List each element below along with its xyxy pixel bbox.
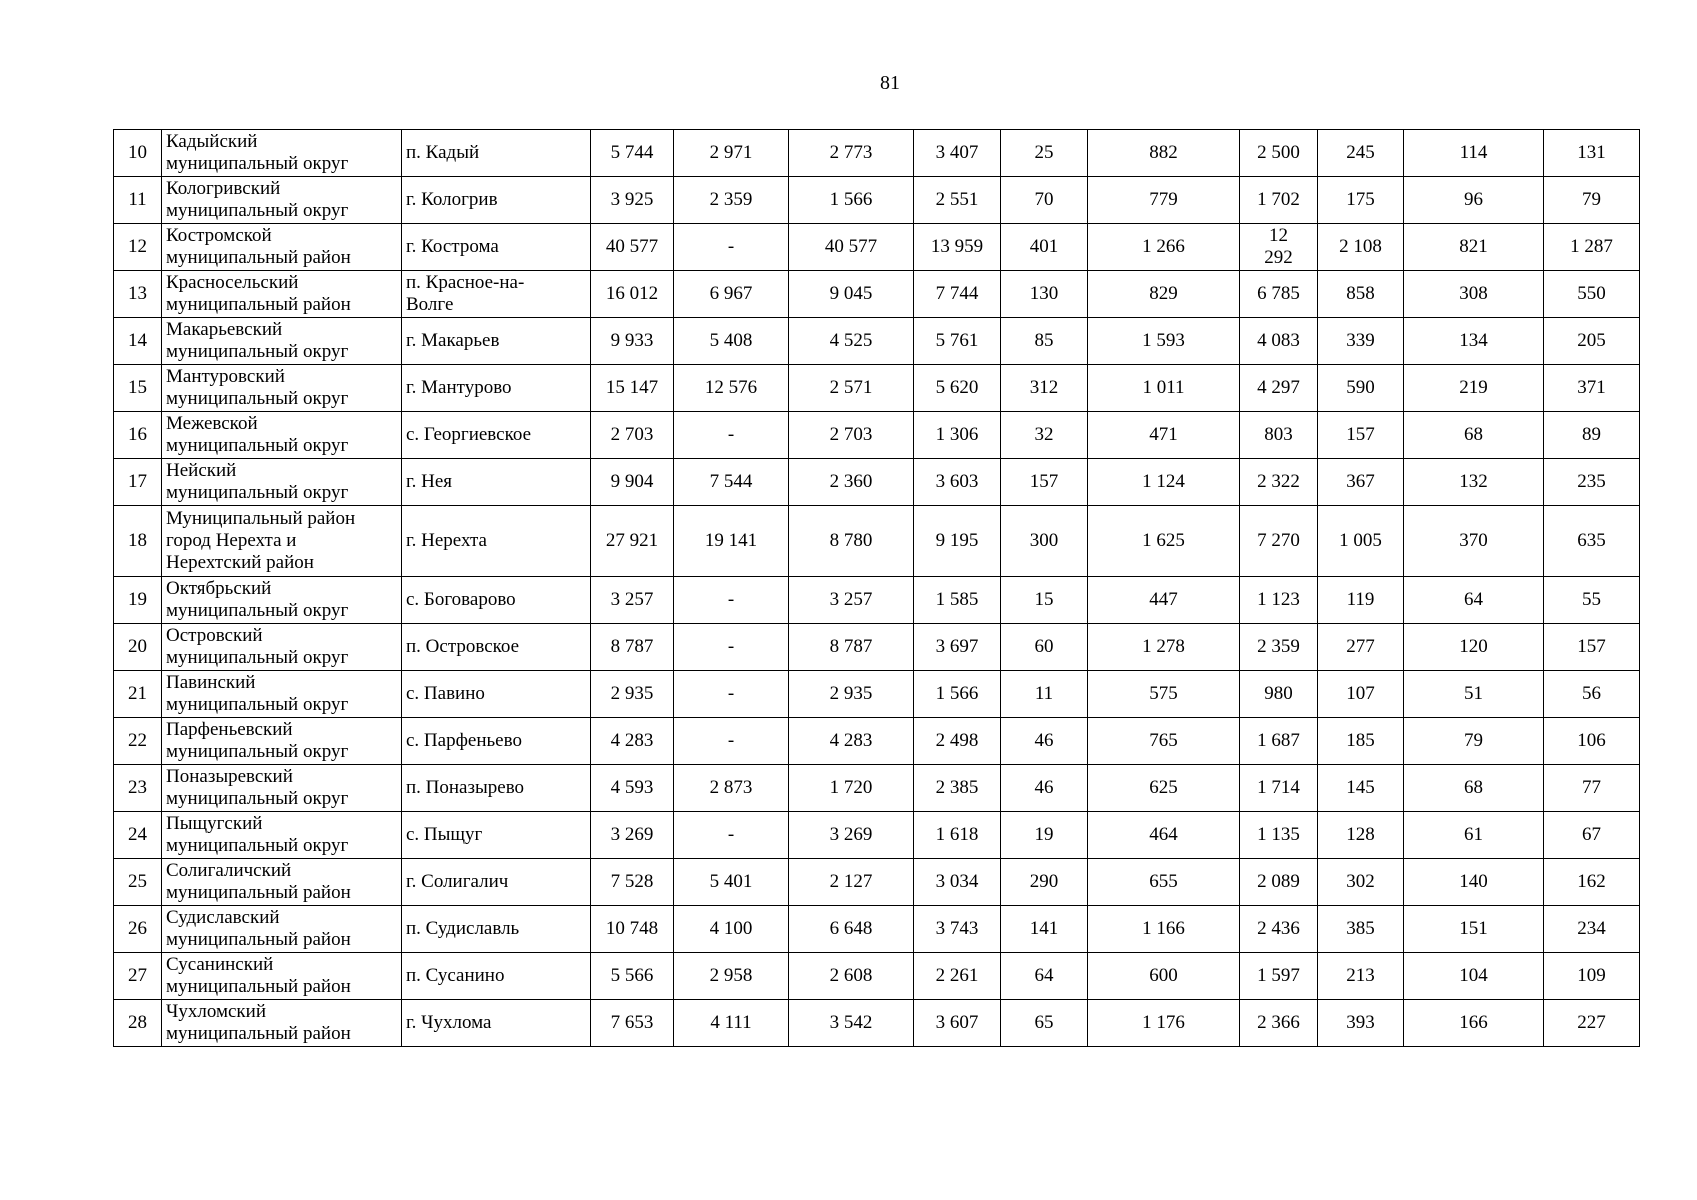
value-cell: - xyxy=(674,577,789,624)
value-cell: 9 904 xyxy=(591,459,674,506)
admin-center-cell: п. Судиславль xyxy=(402,906,591,953)
value-cell: 79 xyxy=(1544,177,1640,224)
value-cell: 882 xyxy=(1088,130,1240,177)
value-cell: 10 748 xyxy=(591,906,674,953)
value-cell: 6 967 xyxy=(674,271,789,318)
value-cell: 19 xyxy=(1001,812,1088,859)
value-cell: 157 xyxy=(1318,412,1404,459)
value-cell: 370 xyxy=(1404,506,1544,577)
value-cell: 1 566 xyxy=(914,671,1001,718)
value-cell: 464 xyxy=(1088,812,1240,859)
table-row xyxy=(114,906,1640,953)
value-cell: 393 xyxy=(1318,1000,1404,1047)
value-cell: 1 702 xyxy=(1240,177,1318,224)
value-cell: 2 261 xyxy=(914,953,1001,1000)
value-cell: 9 195 xyxy=(914,506,1001,577)
value-cell: 151 xyxy=(1404,906,1544,953)
value-cell: 1 123 xyxy=(1240,577,1318,624)
value-cell: 40 577 xyxy=(789,224,914,271)
table-row xyxy=(114,812,1640,859)
value-cell: 1 618 xyxy=(914,812,1001,859)
value-cell: 25 xyxy=(1001,130,1088,177)
value-cell: 3 603 xyxy=(914,459,1001,506)
value-cell: 550 xyxy=(1544,271,1640,318)
value-cell: 85 xyxy=(1001,318,1088,365)
table-row xyxy=(114,506,1640,577)
value-cell: 2 360 xyxy=(789,459,914,506)
value-cell: 590 xyxy=(1318,365,1404,412)
table-row xyxy=(114,765,1640,812)
municipality-name-cell: Парфеньевский муниципальный округ xyxy=(162,718,402,765)
value-cell: 1 597 xyxy=(1240,953,1318,1000)
value-cell: 2 703 xyxy=(591,412,674,459)
value-cell: 227 xyxy=(1544,1000,1640,1047)
value-cell: 2 359 xyxy=(674,177,789,224)
value-cell: 1 278 xyxy=(1088,624,1240,671)
value-cell: 4 593 xyxy=(591,765,674,812)
value-cell: 119 xyxy=(1318,577,1404,624)
value-cell: 1 585 xyxy=(914,577,1001,624)
value-cell: 11 xyxy=(1001,671,1088,718)
value-cell: 7 270 xyxy=(1240,506,1318,577)
value-cell: 131 xyxy=(1544,130,1640,177)
value-cell: 6 648 xyxy=(789,906,914,953)
municipality-name-cell: Солигаличский муниципальный район xyxy=(162,859,402,906)
value-cell: 79 xyxy=(1404,718,1544,765)
value-cell: 120 xyxy=(1404,624,1544,671)
row-number-cell: 25 xyxy=(114,859,162,906)
value-cell: 64 xyxy=(1001,953,1088,1000)
row-number-cell: 12 xyxy=(114,224,162,271)
value-cell: 5 761 xyxy=(914,318,1001,365)
value-cell: 7 544 xyxy=(674,459,789,506)
municipality-name-cell: Муниципальный район город Нерехта и Нерехтский район xyxy=(162,506,402,577)
value-cell: 3 257 xyxy=(789,577,914,624)
value-cell: 401 xyxy=(1001,224,1088,271)
value-cell: 3 925 xyxy=(591,177,674,224)
data-table xyxy=(113,129,1640,1047)
value-cell: 3 269 xyxy=(789,812,914,859)
value-cell: 1 593 xyxy=(1088,318,1240,365)
row-number-cell: 23 xyxy=(114,765,162,812)
value-cell: 1 135 xyxy=(1240,812,1318,859)
value-cell: 27 921 xyxy=(591,506,674,577)
municipality-name-cell: Чухломский муниципальный район xyxy=(162,1000,402,1047)
value-cell: 3 269 xyxy=(591,812,674,859)
admin-center-cell: с. Пыщуг xyxy=(402,812,591,859)
value-cell: - xyxy=(674,718,789,765)
value-cell: 213 xyxy=(1318,953,1404,1000)
row-number-cell: 27 xyxy=(114,953,162,1000)
value-cell: 3 407 xyxy=(914,130,1001,177)
value-cell: 779 xyxy=(1088,177,1240,224)
row-number-cell: 18 xyxy=(114,506,162,577)
page-number: 81 xyxy=(880,72,900,94)
value-cell: 141 xyxy=(1001,906,1088,953)
value-cell: 235 xyxy=(1544,459,1640,506)
value-cell: 765 xyxy=(1088,718,1240,765)
municipality-name-cell: Макарьевский муниципальный округ xyxy=(162,318,402,365)
value-cell: 858 xyxy=(1318,271,1404,318)
table-row xyxy=(114,1000,1640,1047)
value-cell: 980 xyxy=(1240,671,1318,718)
value-cell: 104 xyxy=(1404,953,1544,1000)
value-cell: 106 xyxy=(1544,718,1640,765)
row-number-cell: 26 xyxy=(114,906,162,953)
value-cell: 308 xyxy=(1404,271,1544,318)
value-cell: 61 xyxy=(1404,812,1544,859)
value-cell: 157 xyxy=(1001,459,1088,506)
value-cell: 3 542 xyxy=(789,1000,914,1047)
value-cell: 19 141 xyxy=(674,506,789,577)
value-cell: 339 xyxy=(1318,318,1404,365)
value-cell: 655 xyxy=(1088,859,1240,906)
value-cell: 829 xyxy=(1088,271,1240,318)
value-cell: 4 111 xyxy=(674,1000,789,1047)
value-cell: 385 xyxy=(1318,906,1404,953)
row-number-cell: 24 xyxy=(114,812,162,859)
value-cell: 132 xyxy=(1404,459,1544,506)
value-cell: 2 127 xyxy=(789,859,914,906)
value-cell: 51 xyxy=(1404,671,1544,718)
row-number-cell: 28 xyxy=(114,1000,162,1047)
value-cell: 300 xyxy=(1001,506,1088,577)
value-cell: 162 xyxy=(1544,859,1640,906)
value-cell: 471 xyxy=(1088,412,1240,459)
table-row xyxy=(114,953,1640,1000)
value-cell: 13 959 xyxy=(914,224,1001,271)
municipality-name-cell: Нейский муниципальный округ xyxy=(162,459,402,506)
row-number-cell: 14 xyxy=(114,318,162,365)
value-cell: 185 xyxy=(1318,718,1404,765)
value-cell: 64 xyxy=(1404,577,1544,624)
value-cell: 635 xyxy=(1544,506,1640,577)
municipality-name-cell: Мантуровский муниципальный округ xyxy=(162,365,402,412)
value-cell: 2 935 xyxy=(591,671,674,718)
value-cell: 8 787 xyxy=(789,624,914,671)
value-cell: 2 571 xyxy=(789,365,914,412)
value-cell: 7 744 xyxy=(914,271,1001,318)
value-cell: 1 005 xyxy=(1318,506,1404,577)
value-cell: 67 xyxy=(1544,812,1640,859)
value-cell: 89 xyxy=(1544,412,1640,459)
value-cell: 6 785 xyxy=(1240,271,1318,318)
value-cell: 1 124 xyxy=(1088,459,1240,506)
municipality-name-cell: Октябрьский муниципальный округ xyxy=(162,577,402,624)
value-cell: 2 108 xyxy=(1318,224,1404,271)
value-cell: 3 257 xyxy=(591,577,674,624)
municipality-name-cell: Сусанинский муниципальный район xyxy=(162,953,402,1000)
table-row xyxy=(114,365,1640,412)
value-cell: 2 773 xyxy=(789,130,914,177)
admin-center-cell: г. Кострома xyxy=(402,224,591,271)
municipality-name-cell: Кадыйский муниципальный округ xyxy=(162,130,402,177)
value-cell: 4 283 xyxy=(789,718,914,765)
value-cell: 4 100 xyxy=(674,906,789,953)
value-cell: 1 176 xyxy=(1088,1000,1240,1047)
row-number-cell: 11 xyxy=(114,177,162,224)
value-cell: 2 703 xyxy=(789,412,914,459)
table-row xyxy=(114,177,1640,224)
value-cell: 1 166 xyxy=(1088,906,1240,953)
value-cell: 1 720 xyxy=(789,765,914,812)
admin-center-cell: п. Поназырево xyxy=(402,765,591,812)
value-cell: 312 xyxy=(1001,365,1088,412)
value-cell: 4 525 xyxy=(789,318,914,365)
value-cell: 130 xyxy=(1001,271,1088,318)
row-number-cell: 19 xyxy=(114,577,162,624)
value-cell: 5 744 xyxy=(591,130,674,177)
value-cell: 3 607 xyxy=(914,1000,1001,1047)
value-cell: 16 012 xyxy=(591,271,674,318)
row-number-cell: 21 xyxy=(114,671,162,718)
value-cell: 1 566 xyxy=(789,177,914,224)
value-cell: 600 xyxy=(1088,953,1240,1000)
value-cell: 12 576 xyxy=(674,365,789,412)
value-cell: 3 743 xyxy=(914,906,1001,953)
value-cell: 9 933 xyxy=(591,318,674,365)
admin-center-cell: п. Островское xyxy=(402,624,591,671)
value-cell: 2 322 xyxy=(1240,459,1318,506)
value-cell: 302 xyxy=(1318,859,1404,906)
value-cell: 4 083 xyxy=(1240,318,1318,365)
municipality-name-cell: Костромской муниципальный район xyxy=(162,224,402,271)
value-cell: - xyxy=(674,812,789,859)
value-cell: 219 xyxy=(1404,365,1544,412)
table-row xyxy=(114,459,1640,506)
admin-center-cell: г. Нерехта xyxy=(402,506,591,577)
value-cell: 245 xyxy=(1318,130,1404,177)
value-cell: 2 436 xyxy=(1240,906,1318,953)
value-cell: 3 697 xyxy=(914,624,1001,671)
admin-center-cell: с. Боговарово xyxy=(402,577,591,624)
value-cell: 8 787 xyxy=(591,624,674,671)
row-number-cell: 10 xyxy=(114,130,162,177)
table-row xyxy=(114,624,1640,671)
row-number-cell: 22 xyxy=(114,718,162,765)
value-cell: 290 xyxy=(1001,859,1088,906)
value-cell: - xyxy=(674,412,789,459)
value-cell: 1 625 xyxy=(1088,506,1240,577)
value-cell: 1 714 xyxy=(1240,765,1318,812)
admin-center-cell: с. Парфеньево xyxy=(402,718,591,765)
value-cell: 2 385 xyxy=(914,765,1001,812)
value-cell: 277 xyxy=(1318,624,1404,671)
admin-center-cell: г. Солигалич xyxy=(402,859,591,906)
value-cell: 107 xyxy=(1318,671,1404,718)
value-cell: 15 xyxy=(1001,577,1088,624)
value-cell: 2 498 xyxy=(914,718,1001,765)
value-cell: 114 xyxy=(1404,130,1544,177)
municipality-name-cell: Кологривский муниципальный округ xyxy=(162,177,402,224)
admin-center-cell: г. Чухлома xyxy=(402,1000,591,1047)
value-cell: 40 577 xyxy=(591,224,674,271)
value-cell: 56 xyxy=(1544,671,1640,718)
admin-center-cell: г. Макарьев xyxy=(402,318,591,365)
admin-center-cell: с. Павино xyxy=(402,671,591,718)
admin-center-cell: г. Кологрив xyxy=(402,177,591,224)
value-cell: 7 653 xyxy=(591,1000,674,1047)
value-cell: - xyxy=(674,671,789,718)
value-cell: 68 xyxy=(1404,412,1544,459)
value-cell: 1 266 xyxy=(1088,224,1240,271)
value-cell: 32 xyxy=(1001,412,1088,459)
value-cell: 2 608 xyxy=(789,953,914,1000)
municipality-name-cell: Межевской муниципальный округ xyxy=(162,412,402,459)
value-cell: 2 873 xyxy=(674,765,789,812)
row-number-cell: 17 xyxy=(114,459,162,506)
value-cell: 128 xyxy=(1318,812,1404,859)
value-cell: 2 089 xyxy=(1240,859,1318,906)
value-cell: 46 xyxy=(1001,718,1088,765)
table-row xyxy=(114,318,1640,365)
admin-center-cell: п. Кадый xyxy=(402,130,591,177)
value-cell: 46 xyxy=(1001,765,1088,812)
value-cell: 7 528 xyxy=(591,859,674,906)
value-cell: 5 408 xyxy=(674,318,789,365)
value-cell: 145 xyxy=(1318,765,1404,812)
value-cell: 2 551 xyxy=(914,177,1001,224)
value-cell: 3 034 xyxy=(914,859,1001,906)
value-cell: 68 xyxy=(1404,765,1544,812)
value-cell: - xyxy=(674,624,789,671)
value-cell: 134 xyxy=(1404,318,1544,365)
table-row xyxy=(114,577,1640,624)
value-cell: 2 359 xyxy=(1240,624,1318,671)
value-cell: 60 xyxy=(1001,624,1088,671)
value-cell: 1 306 xyxy=(914,412,1001,459)
value-cell: 12 292 xyxy=(1240,224,1318,271)
value-cell: 1 287 xyxy=(1544,224,1640,271)
value-cell: - xyxy=(674,224,789,271)
value-cell: 2 366 xyxy=(1240,1000,1318,1047)
table-row xyxy=(114,224,1640,271)
value-cell: 1 687 xyxy=(1240,718,1318,765)
table-row xyxy=(114,859,1640,906)
row-number-cell: 16 xyxy=(114,412,162,459)
admin-center-cell: п. Красное-на- Волге xyxy=(402,271,591,318)
value-cell: 15 147 xyxy=(591,365,674,412)
admin-center-cell: г. Мантурово xyxy=(402,365,591,412)
value-cell: 9 045 xyxy=(789,271,914,318)
value-cell: 55 xyxy=(1544,577,1640,624)
value-cell: 140 xyxy=(1404,859,1544,906)
value-cell: 5 401 xyxy=(674,859,789,906)
table-row xyxy=(114,271,1640,318)
value-cell: 234 xyxy=(1544,906,1640,953)
row-number-cell: 20 xyxy=(114,624,162,671)
value-cell: 4 297 xyxy=(1240,365,1318,412)
value-cell: 5 620 xyxy=(914,365,1001,412)
value-cell: 2 958 xyxy=(674,953,789,1000)
value-cell: 803 xyxy=(1240,412,1318,459)
value-cell: 96 xyxy=(1404,177,1544,224)
municipality-name-cell: Поназыревский муниципальный округ xyxy=(162,765,402,812)
value-cell: 70 xyxy=(1001,177,1088,224)
table-row xyxy=(114,671,1640,718)
table-row xyxy=(114,718,1640,765)
value-cell: 367 xyxy=(1318,459,1404,506)
row-number-cell: 15 xyxy=(114,365,162,412)
value-cell: 371 xyxy=(1544,365,1640,412)
value-cell: 4 283 xyxy=(591,718,674,765)
value-cell: 77 xyxy=(1544,765,1640,812)
row-number-cell: 13 xyxy=(114,271,162,318)
municipality-name-cell: Красносельский муниципальный район xyxy=(162,271,402,318)
value-cell: 575 xyxy=(1088,671,1240,718)
admin-center-cell: п. Сусанино xyxy=(402,953,591,1000)
value-cell: 1 011 xyxy=(1088,365,1240,412)
table-row xyxy=(114,412,1640,459)
value-cell: 5 566 xyxy=(591,953,674,1000)
value-cell: 205 xyxy=(1544,318,1640,365)
value-cell: 447 xyxy=(1088,577,1240,624)
municipality-name-cell: Пыщугский муниципальный округ xyxy=(162,812,402,859)
value-cell: 2 971 xyxy=(674,130,789,177)
value-cell: 8 780 xyxy=(789,506,914,577)
value-cell: 821 xyxy=(1404,224,1544,271)
municipality-name-cell: Островский муниципальный округ xyxy=(162,624,402,671)
value-cell: 157 xyxy=(1544,624,1640,671)
municipality-name-cell: Судиславский муниципальный район xyxy=(162,906,402,953)
admin-center-cell: г. Нея xyxy=(402,459,591,506)
value-cell: 166 xyxy=(1404,1000,1544,1047)
value-cell: 175 xyxy=(1318,177,1404,224)
value-cell: 65 xyxy=(1001,1000,1088,1047)
table-row xyxy=(114,130,1640,177)
value-cell: 109 xyxy=(1544,953,1640,1000)
admin-center-cell: с. Георгиевское xyxy=(402,412,591,459)
municipality-name-cell: Павинский муниципальный округ xyxy=(162,671,402,718)
value-cell: 2 935 xyxy=(789,671,914,718)
value-cell: 2 500 xyxy=(1240,130,1318,177)
value-cell: 625 xyxy=(1088,765,1240,812)
